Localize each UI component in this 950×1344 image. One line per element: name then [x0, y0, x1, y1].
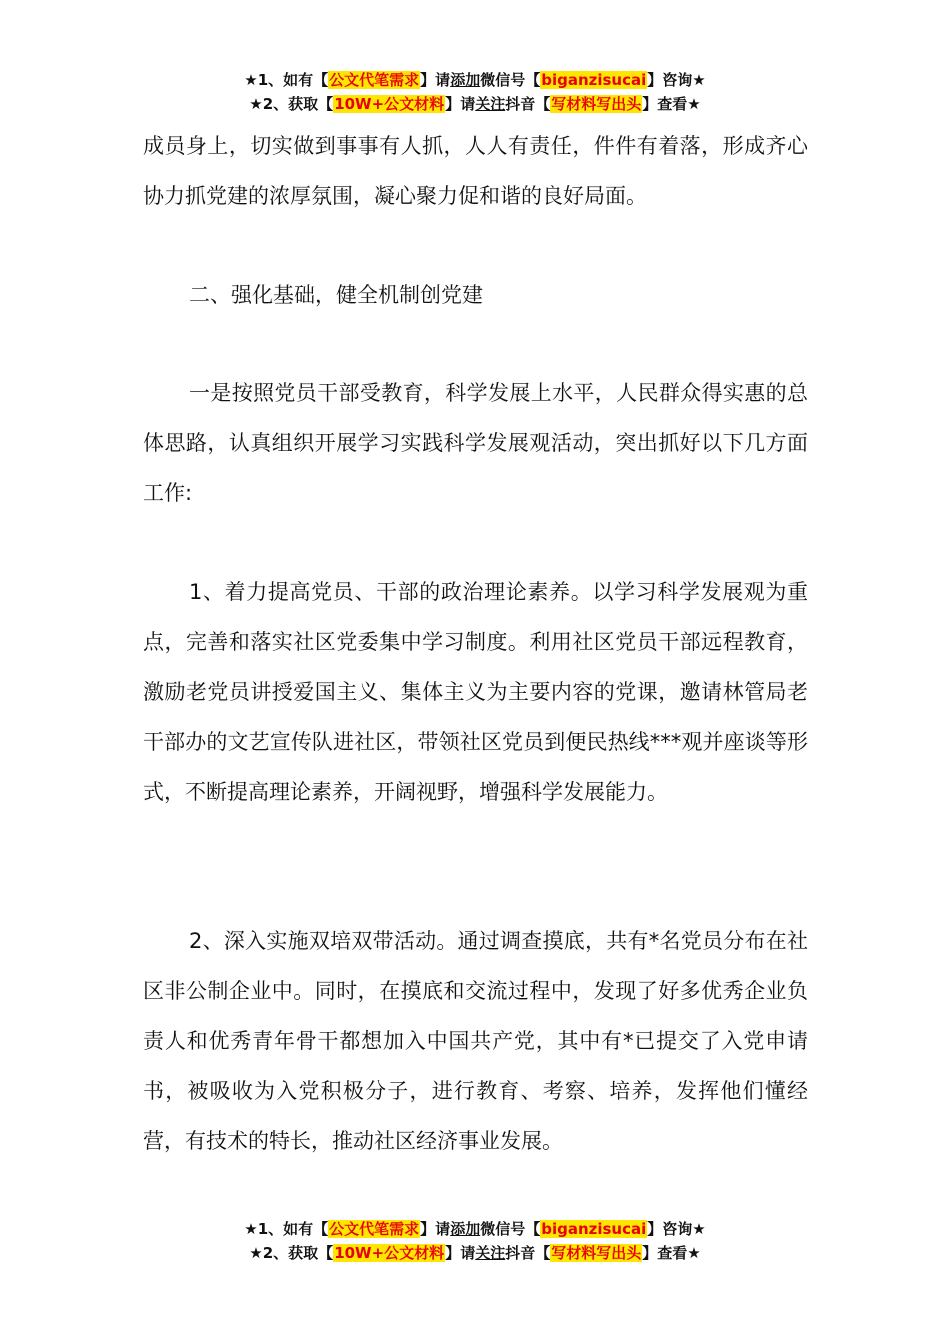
banner-text: ★2、获取【: [249, 95, 334, 113]
banner-line-2: [0, 1241, 950, 1265]
section-heading: 二、强化基础，健全机制创党建: [189, 283, 483, 307]
banner-text: 微信号【: [480, 1220, 541, 1238]
banner-text: 】请: [420, 1220, 451, 1238]
paragraph: 成员身上，切实做到事事有人抓，人人有责任，件件有着落，形成齐心协力抓党建的浓厚氛围，凝心聚力促和谐的良好局面。: [143, 134, 808, 208]
banner-text: 】咨询★: [647, 71, 706, 89]
highlight-label: 10W+公文材料: [334, 1244, 445, 1262]
banner-text: 抖音【: [505, 1244, 551, 1262]
wechat-id-highlight: biganzisucai: [541, 71, 647, 89]
banner-text: ★2、获取【: [249, 1244, 334, 1262]
highlight-label: 10W+公文材料: [334, 95, 445, 113]
douyin-id-highlight: 写材料写出头: [551, 1244, 642, 1262]
underlined-text: 添加: [450, 71, 481, 89]
banner-text: 微信号【: [480, 71, 541, 89]
banner-text: 抖音【: [505, 95, 551, 113]
underlined-text: 关注: [475, 1244, 506, 1262]
paragraph-continuation: [143, 121, 808, 221]
banner-text: 】咨询★: [647, 1220, 706, 1238]
banner-text: 】请: [420, 71, 451, 89]
header-banner: [0, 68, 950, 116]
paragraph-block-3: [143, 916, 808, 1166]
banner-line-2: [0, 92, 950, 116]
banner-line-1: [0, 68, 950, 92]
banner-text: 】查看★: [642, 95, 701, 113]
highlight-label: 公文代笔需求: [329, 71, 420, 89]
underlined-text: 关注: [475, 95, 506, 113]
paragraph: 一是按照党员干部受教育，科学发展上水平，人民群众得实惠的总体思路，认真组织开展学习实践科学发展观活动，突出抓好以下几方面工作:: [143, 381, 808, 505]
wechat-id-highlight: biganzisucai: [541, 1220, 647, 1238]
banner-text: 】请: [445, 1244, 476, 1262]
underlined-text: 添加: [450, 1220, 481, 1238]
paragraph: 2、深入实施双培双带活动。通过调查摸底，共有*名党员分布在社区非公制企业中。同时，在摸底和交流过程中，发现了好多优秀企业负责人和优秀青年骨干都想加入中国共产党，其中有*已提交了入党申请书，被吸收为入党积极分子，进行教育、考察、培养，发挥他们懂经营，有技术的特长，推动社区经济事业发展。: [143, 929, 808, 1153]
paragraph-block-1: [143, 368, 808, 518]
paragraph: 1、着力提高党员、干部的政治理论素养。以学习科学发展观为重点，完善和落实社区党委集中学习制度。利用社区党员干部远程教育，激励老党员讲授爱国主义、集体主义为主要内容的党课，邀请林管局老干部办的文艺宣传队进社区，带领社区党员到便民热线***观并座谈等形式，不断提高理论素养，开阔视野，增强科学发展能力。: [143, 580, 808, 804]
banner-text: ★1、如有【: [244, 1220, 329, 1238]
section-heading-block: [143, 270, 808, 320]
banner-text: 】查看★: [642, 1244, 701, 1262]
footer-banner: [0, 1217, 950, 1265]
highlight-label: 公文代笔需求: [329, 1220, 420, 1238]
paragraph-block-2: [143, 567, 808, 817]
douyin-id-highlight: 写材料写出头: [551, 95, 642, 113]
banner-text: 】请: [445, 95, 476, 113]
banner-line-1: [0, 1217, 950, 1241]
banner-text: ★1、如有【: [244, 71, 329, 89]
